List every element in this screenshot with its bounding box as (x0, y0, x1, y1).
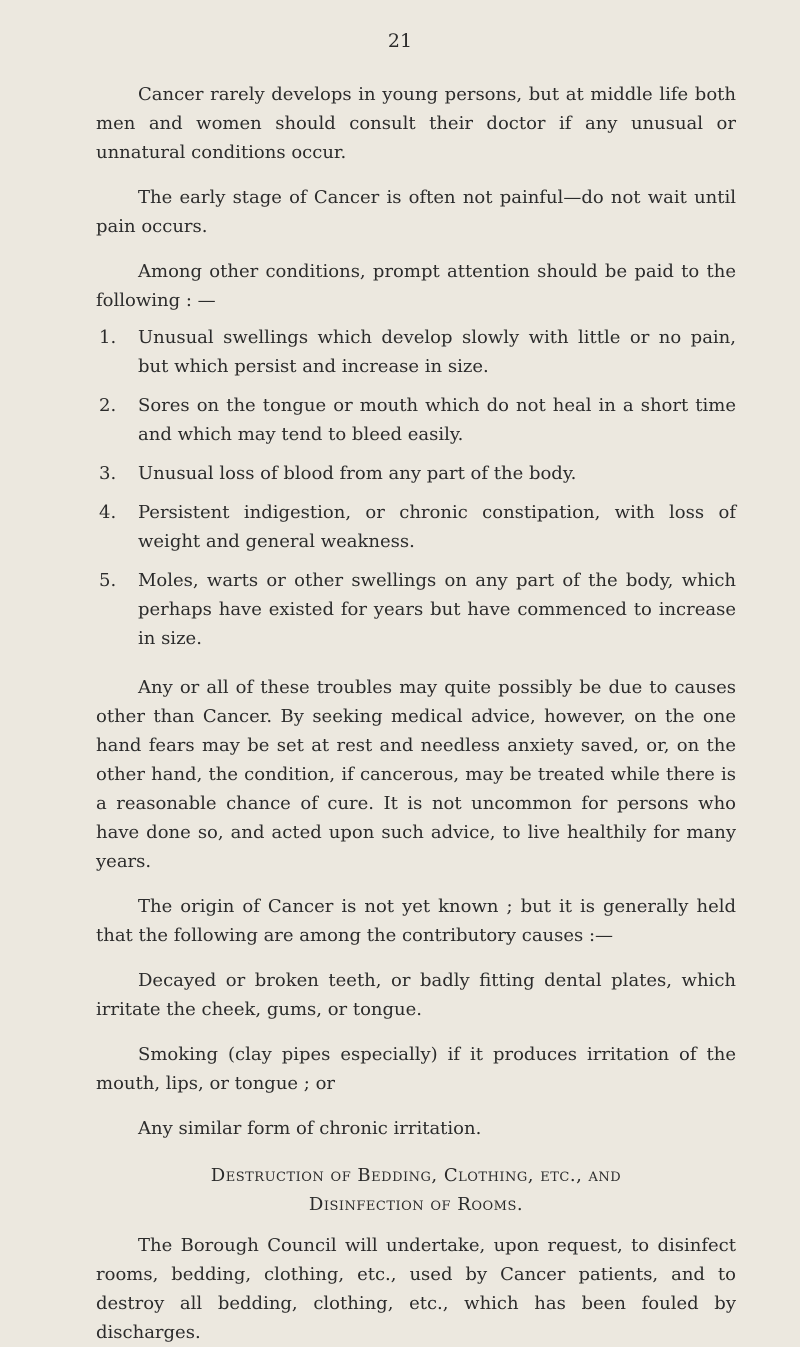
list-item-text: Sores on the tongue or mouth which do not heal in a short time and which may tend to bleed easily. (138, 395, 736, 445)
warning-signs-list (96, 323, 736, 653)
paragraph-other-causes: Any or all of these troubles may quite possibly be due to causes other than Cancer. By seeking medical advice, however, on the one hand fears may be set at rest and needless anxiety saved, or, on the other hand, the condition, if cancerous, may be treated while there is a reasonable chance of cure. It is not uncommon for persons who have done so, and acted upon such advice, to live healthily for many years. (96, 677, 736, 872)
section-heading (96, 1161, 736, 1219)
list-item-text: Unusual loss of blood from any part of the body. (138, 463, 577, 484)
page-body (96, 80, 736, 1347)
list-item-text: Persistent indigestion, or chronic constipation, with loss of weight and general weakness. (138, 502, 736, 552)
paragraph-smoking: Smoking (clay pipes especially) if it produces irritation of the mouth, lips, or tongue ; or (96, 1044, 736, 1094)
list-item-number: 2. (99, 395, 117, 416)
list-item-number: 3. (99, 463, 117, 484)
list-item (96, 498, 736, 556)
section-heading-line-1: Destruction of Bedding, Clothing, etc., and (210, 1165, 622, 1186)
list-item-number: 5. (99, 570, 117, 591)
list-item-number: 1. (99, 327, 117, 348)
list-item-text: Unusual swellings which develop slowly with little or no pain, but which persist and increase in size. (138, 327, 736, 377)
list-item (96, 566, 736, 653)
paragraph-borough-council: The Borough Council will undertake, upon request, to disinfect rooms, bedding, clothing, etc., used by Cancer patients, and to destroy all bedding, clothing, etc., which has been fouled by discharges. (96, 1235, 736, 1343)
list-item-number: 4. (99, 502, 117, 523)
list-item (96, 391, 736, 449)
paragraph-teeth: Decayed or broken teeth, or badly fitting dental plates, which irritate the cheek, gums, or tongue. (96, 970, 736, 1020)
list-item-text: Moles, warts or other swellings on any part of the body, which perhaps have existed for years but have commenced to increase in size. (138, 570, 736, 649)
paragraph-prompt-attention: Among other conditions, prompt attention should be paid to the following : — (96, 261, 736, 311)
section-heading-line-2: Disinfection of Rooms. (308, 1194, 524, 1215)
page-number: 21 (387, 30, 413, 52)
list-item (96, 323, 736, 381)
list-item (96, 459, 736, 488)
paragraph-early-stage: The early stage of Cancer is often not painful—do not wait until pain occurs. (96, 187, 736, 237)
paragraph-middle-life: Cancer rarely develops in young persons, but at middle life both men and women should consult their doctor if any unusual or unnatural conditions occur. (96, 84, 736, 163)
paragraph-origin: The origin of Cancer is not yet known ; but it is generally held that the following are among the contributory causes :— (96, 896, 736, 946)
paragraph-chronic-irritation: Any similar form of chronic irritation. (138, 1118, 482, 1139)
